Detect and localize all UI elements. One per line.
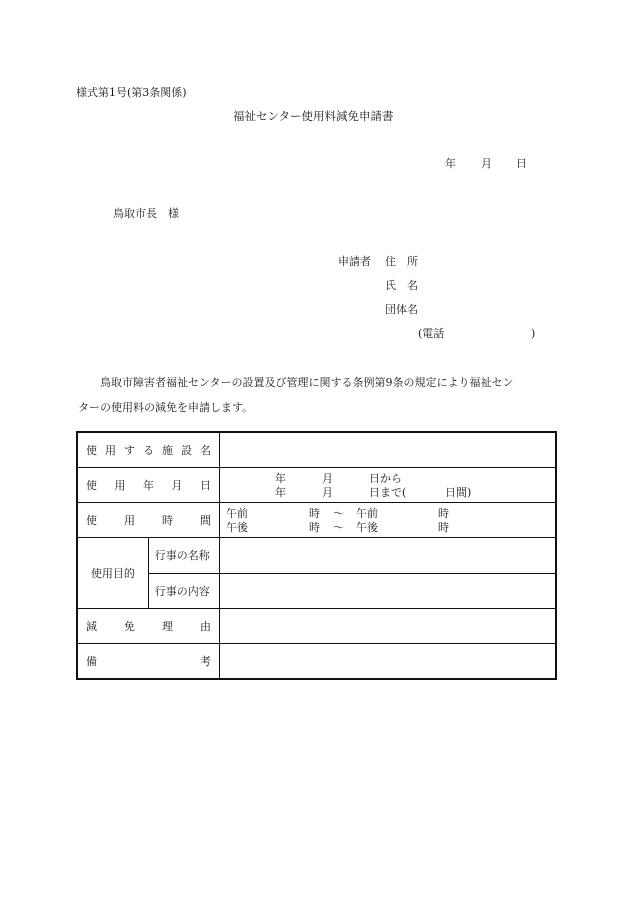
from-year: 年	[275, 472, 286, 485]
notes-input[interactable]	[220, 644, 557, 680]
to-year: 年	[275, 486, 286, 499]
time-hour-2: 時	[438, 507, 449, 520]
date-year: 年	[445, 157, 456, 170]
notes-label-cell	[77, 644, 220, 680]
to-month: 月	[322, 486, 333, 499]
event-name-row	[77, 538, 556, 574]
addressee: 鳥取市長 様	[113, 207, 179, 220]
body-text-line-2: ターの使用料の減免を申請します。	[78, 401, 254, 414]
reason-row	[77, 609, 556, 644]
time-label: 使 用 時 間	[86, 514, 211, 527]
time-hour-4: 時	[438, 521, 449, 534]
time-hour-1: 時	[309, 507, 320, 520]
days-suffix: 日間)	[445, 486, 472, 499]
time-hour-3: 時	[309, 521, 320, 534]
document-title: 福祉センター使用料減免申請書	[233, 109, 394, 123]
time-tilde-2: 〜	[333, 521, 344, 534]
dates-label-cell	[77, 468, 220, 503]
dates-input[interactable]	[220, 468, 557, 503]
time-row	[77, 503, 556, 538]
date-month: 月	[481, 157, 492, 170]
name-label: 氏 名	[385, 279, 418, 292]
from-suffix: 日から	[369, 472, 402, 485]
from-month: 月	[322, 472, 333, 485]
time-pm-2: 午後	[356, 521, 378, 534]
dates-label: 使 用 年 月 日	[86, 479, 211, 492]
reason-label-cell	[77, 609, 220, 644]
phone-close: )	[531, 327, 536, 340]
facility-label: 使 用 す る 施 設 名	[86, 444, 211, 457]
body-text-line-1: 鳥取市障害者福祉センターの設置及び管理に関する条例第9条の規定により福祉セン	[100, 376, 514, 389]
dates-row	[77, 468, 556, 503]
applicant-label: 申請者	[338, 255, 371, 268]
event-content-label: 行事の内容	[148, 573, 219, 609]
time-pm-1: 午後	[226, 521, 248, 534]
form-reference: 様式第1号(第3条関係)	[76, 86, 187, 99]
time-label-cell	[77, 503, 220, 538]
phone-open: (電話	[418, 327, 445, 340]
time-input[interactable]	[220, 503, 557, 538]
event-name-label: 行事の名称	[148, 538, 219, 574]
time-am-2: 午前	[356, 507, 378, 520]
facility-input[interactable]	[220, 432, 557, 468]
event-name-input[interactable]	[220, 538, 557, 574]
reason-input[interactable]	[220, 609, 557, 644]
notes-row	[77, 644, 556, 680]
time-tilde-1: 〜	[333, 507, 344, 520]
event-content-input[interactable]	[220, 573, 557, 609]
purpose-label: 使用目的	[77, 538, 148, 609]
facility-label-cell	[77, 432, 220, 468]
facility-row	[77, 432, 556, 468]
time-am-1: 午前	[226, 507, 248, 520]
to-suffix: 日まで(	[369, 486, 407, 499]
organization-label: 団体名	[385, 303, 418, 316]
notes-label-right: 考	[200, 655, 211, 668]
address-label: 住 所	[385, 255, 418, 268]
event-content-row	[77, 573, 556, 609]
application-table	[76, 431, 557, 680]
notes-label-left: 備	[86, 655, 97, 668]
reason-label: 減 免 理 由	[86, 620, 211, 633]
date-day: 日	[516, 157, 527, 170]
